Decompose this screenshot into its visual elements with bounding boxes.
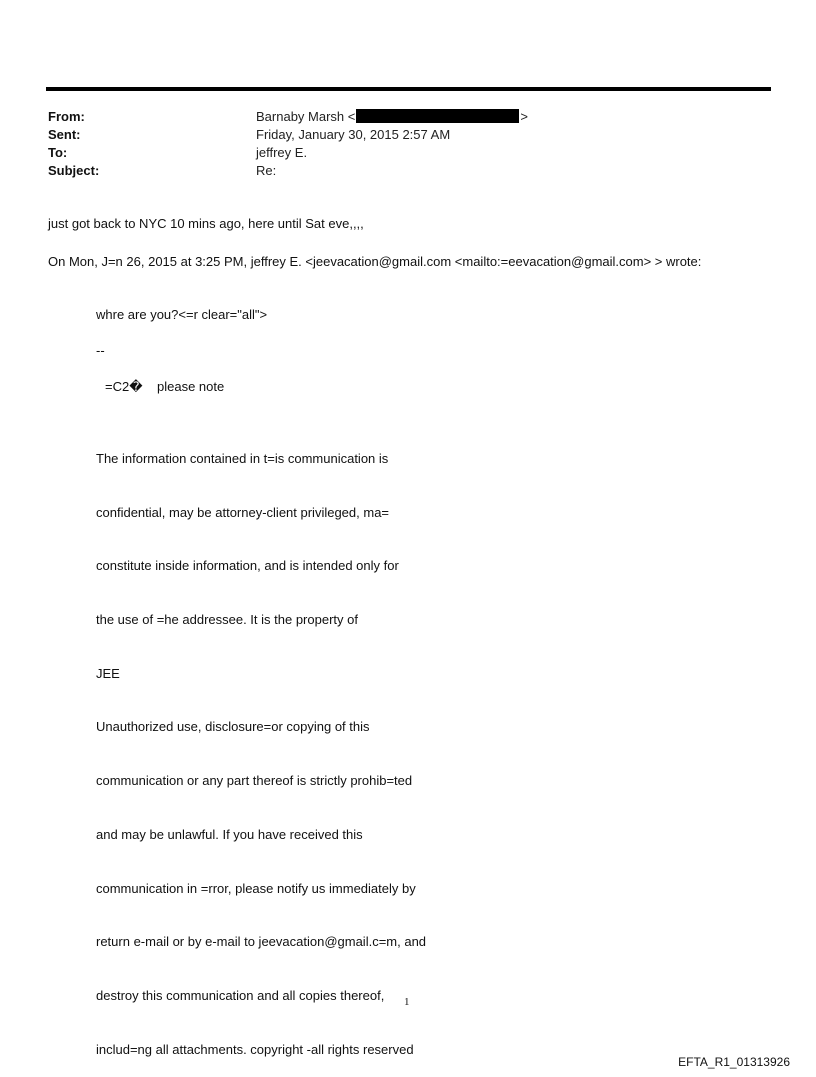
redaction-box [356, 109, 519, 123]
disclaimer-line: destroy this communication and all copies thereof, [96, 988, 385, 1003]
subject-value: Re: [256, 163, 277, 178]
sent-label: Sent: [48, 127, 81, 142]
disclaimer-line: communication or any part thereof is strictly prohib=ted [96, 773, 413, 789]
from-value [256, 108, 528, 125]
disclaimer-line: the use of =he addressee. It is the property of [96, 611, 358, 627]
to-label: To: [48, 145, 68, 160]
disclaimer-line: JEE [96, 665, 120, 681]
reply-text: just got back to NYC 10 mins ago, here until Sat eve,,,, [48, 216, 364, 231]
disclaimer-block [96, 414, 426, 1077]
from-bracket-close: > [520, 109, 528, 124]
subject-label: Subject: [48, 163, 100, 178]
disclaimer-line: and may be unlawful. If you have received this [96, 826, 363, 842]
signature-separator: -- [96, 343, 105, 358]
disclaimer-line: Unauthorized use, disclosure=or copying of this [96, 719, 370, 735]
quote-attribution: On Mon, J=n 26, 2015 at 3:25 PM, jeffrey E. <jeevacation@gmail.com <mailto:=eevacation@gmail.com> > wrote: [48, 254, 702, 269]
disclaimer-line: includ=ng all attachments. copyright -all rights reserved [96, 1041, 414, 1057]
bates-number: EFTA_R1_01313926 [678, 1055, 790, 1069]
quoted-question: whre are you?<=r clear="all"> [96, 307, 268, 322]
disclaimer-line: The information contained in t=is communication is [96, 450, 389, 466]
from-name: Barnaby Marsh < [256, 109, 356, 124]
disclaimer-line: return e-mail or by e-mail to jeevacation@gmail.c=m, and [96, 934, 427, 950]
header-divider-rule [46, 87, 771, 91]
to-value: jeffrey E. [256, 145, 308, 160]
sent-value: Friday, January 30, 2015 2:57 AM [256, 127, 451, 142]
page-number: 1 [404, 996, 410, 1008]
from-label: From: [48, 109, 85, 124]
please-note-line: =C2� please note [105, 379, 225, 394]
disclaimer-line: communication in =rror, please notify us immediately by [96, 880, 416, 896]
disclaimer-line: confidential, may be attorney-client privileged, ma= [96, 504, 390, 520]
disclaimer-line: constitute inside information, and is intended only for [96, 558, 399, 574]
